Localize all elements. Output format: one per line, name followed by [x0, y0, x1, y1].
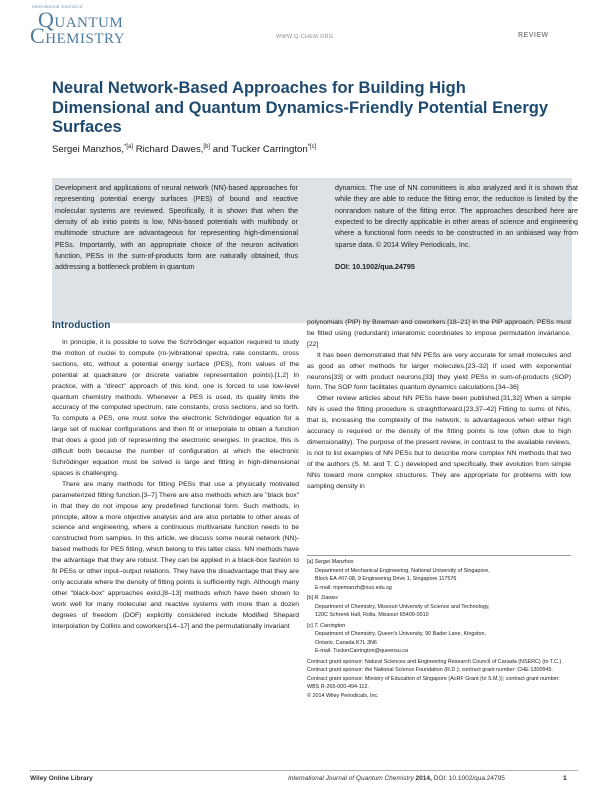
- body-paragraph: polynomials (PIP) by Bowman and coworkers.[18–21] In the PIP approach, PESs must be fitted using (redundant) interatomic coordinates to impose permutation invariance.[22]: [307, 319, 571, 348]
- body-column-right: [307, 318, 571, 493]
- affiliation-b: [307, 594, 571, 620]
- footer-divider: [30, 770, 578, 771]
- author-affiliation-mark: [b]: [203, 143, 211, 150]
- journal-logo-quantum-rest: UANTUM: [54, 15, 124, 31]
- grant-line: Contract grant sponsor: Natural Sciences and Engineering Research Council of Canada (NSERC) (to T.C.).: [307, 658, 563, 665]
- affiliation-line: 120C Schrenk Hall, Rolla, Missouri 65409-0010: [315, 612, 429, 618]
- section-label: REVIEW: [518, 32, 549, 39]
- author-affiliation-mark: *[c]: [307, 143, 317, 150]
- body-column-left: [52, 338, 299, 632]
- body-paragraph: There are many methods for fitting PESs that use a physically motivated parameterized fitting function.[3–7] There are also methods which are "black box" in that they do not impose any predefined functional form. Such methods, in principle, allow a more objective analysis and are also portable to other areas of science and engineering, where a continuous multivariate function needs to be constructed from samples. In this article, we discuss some neural network (NN)-based methods for PES fitting, which belong to this latter class. NN methods have the advantage that they are robust. They can be applied in a black-box fashion to fit PESs or other input–output relations. They have the disadvantage that they are only accurate where the density of fitting points is sufficiently high. Although many other "black-box" approaches exist,[8–13] methods which have been shown to work well for many molecular and reactive systems with more than a dozen degrees of freedom (DOF) explicitly considered include Modified Shepard Interpolation by Collins and coworkers[14–17] and the permutationally invariant: [52, 480, 299, 630]
- affiliation-line: Ontario, Canada K7L 3N6: [315, 639, 377, 646]
- journal-logo-small-text: International Journal of: [32, 4, 83, 9]
- footer-journal-name: International Journal of Quantum Chemistry: [288, 775, 414, 782]
- footer-citation: [288, 775, 505, 782]
- footer-year: 2014,: [415, 775, 432, 782]
- article-title: Neural Network-Based Approaches for Building High Dimensional and Quantum Dynamics-Friendly Potential Energy Surfaces: [52, 79, 549, 136]
- affiliation-label: [b]: [307, 595, 313, 601]
- copyright-line: © 2014 Wiley Periodicals, Inc.: [307, 692, 379, 699]
- journal-logo-c-letter: C: [30, 23, 46, 48]
- abstract-box: [52, 178, 578, 323]
- affiliation-line: Block EA #07-08, 9 Engineering Drive 1, Singapore 117576: [315, 576, 457, 582]
- affiliation-author: R. Dawes: [314, 595, 338, 601]
- affiliation-label: [a]: [307, 559, 313, 565]
- body-paragraph: In principle, it is possible to solve the Schrödinger equation required to study the motion of nuclei to compute (ro-)vibrational spectra, rate constants, cross sections, etc, without a potential energy surface (PES), from values of the potential at quadrature (or discrete variable representation points).[1,2] In practice, with a "direct" approach of this kind, one is forced to use low-level quantum chemistry methods. Whenever a PES is used, its quality limits the accuracy of the computed spectrum, rate constants, cross sections, and so forth. To compute a PES, one must solve the electronic Schrödinger equation for a large set of nuclear configurations and then fit or interpolate to obtain a function that does a good job of representing the electronic energies. In practice, this is difficult both because the number of configuration at which the electronic Schrödinger equation must be solved is large and fitting in high-dimensional spaces is challenging.: [52, 339, 299, 477]
- journal-logo-chemistry: [30, 23, 125, 49]
- abstract-column-left: Development and applications of neural network (NN)-based approaches for representing potential energy surfaces (PES) of bound and reactive molecular systems are reviewed. Specifically, it is shown that when the density of ab initio points is low, NNs-based potentials with multibody or multimode structure are advantageous for representing high-dimensional PESs. Importantly, with an appropriate choice of the neuron activation function, PESs in the sum-of-products form are naturally obtained, thus addressing a bottleneck problem in quantum: [55, 184, 298, 272]
- grant-line: Contract grant sponsor: the National Science Foundation (R.D.); contract grant number: CHE-1300945.: [307, 667, 554, 673]
- affiliation-c: [307, 622, 571, 656]
- footer-publisher[interactable]: Wiley Online Library: [30, 775, 93, 782]
- affiliation-line: Department of Chemistry, Queen's University, 90 Bader Lane, Kingston,: [315, 631, 487, 637]
- abstract-doi[interactable]: DOI: 10.1002/qua.24795: [335, 262, 415, 272]
- affiliation-author: T. Carrington: [314, 622, 346, 629]
- author-name: Sergei Manzhos,: [52, 144, 124, 155]
- author-name: and Tucker Carrington: [212, 144, 308, 155]
- affiliation-author: Sergei Manzhos: [314, 559, 354, 565]
- footer-doi[interactable]: DOI: 10.1002/qua.24795: [433, 775, 505, 782]
- affiliation-email[interactable]: E-mail: mpemanzh@nus.edu.sg: [315, 584, 392, 591]
- affiliation-a: [307, 558, 571, 592]
- journal-logo-chemistry-rest: HEMISTRY: [45, 31, 126, 47]
- affiliation-label: [c]: [307, 622, 313, 629]
- journal-logo-q-letter: Q: [38, 7, 55, 32]
- footnotes: [307, 558, 571, 700]
- body-paragraph: Other review articles about NN PESs have been published.[31,32] When a simple NN is used the fitting procedure is straightforward.[23,37–42] Fitting to sums of NNs, that is, increasing the complexity of the network, is advantageous when either high accuracy is required or the density of the fitting points is low (often due to high dimensionality). The purpose of the present review, in contrast to the available reviews, is not to list examples of NN PESs but to describe more complex NN methods that two of the authors (S. M. and T. C.) developed and specifically, their evolution from simple NNs toward more complex structures. They are appropriate for problems with low sampling density in: [307, 395, 571, 490]
- page-number: 1: [563, 775, 567, 782]
- abstract-text-right: dynamics. The use of NN committees is also analyzed and it is shown that while they are able to reduce the fitting error, the reduction is limited by the nonrandom nature of the fitting error. The approaches described here are expected to be directly applicable in other areas of science and engineering where a functional form needs to be constructed in an unbiased way from sparse data. © 2014 Wiley Periodicals, Inc.: [335, 184, 578, 249]
- affiliation-line: Department of Mechanical Engineering, National University of Singapore,: [315, 567, 490, 574]
- footnote-divider: [307, 555, 571, 556]
- author-affiliation-mark: *[a]: [124, 143, 134, 150]
- section-heading-introduction: Introduction: [52, 320, 111, 331]
- author-name: Richard Dawes,: [135, 144, 204, 155]
- grant-line: Contract grant sponsor: Ministry of Education of Singapore (AcRF Grant (to S.M.)); contract grant number: WBS R-265-000-494-112.: [307, 675, 560, 690]
- author-list: [52, 144, 316, 155]
- journal-website-url[interactable]: WWW.Q-CHEM.ORG: [276, 34, 334, 40]
- abstract-column-right: [335, 183, 578, 272]
- affiliation-email[interactable]: E-mail: TuckerCarrington@queensu.ca: [315, 648, 408, 654]
- body-paragraph: It has been demonstrated that NN PESs are very accurate for small molecules and as good as other methods for larger molecules.[23–32] If used with exponential neurons[33] or with product neurons,[33] they yield PESs in sum-of-products (SOP) form. The SOP form facilitates quantum dynamics calculations.[34–36]: [307, 351, 571, 392]
- affiliation-line: Department of Chemistry, Missouri University of Science and Technology,: [315, 603, 490, 610]
